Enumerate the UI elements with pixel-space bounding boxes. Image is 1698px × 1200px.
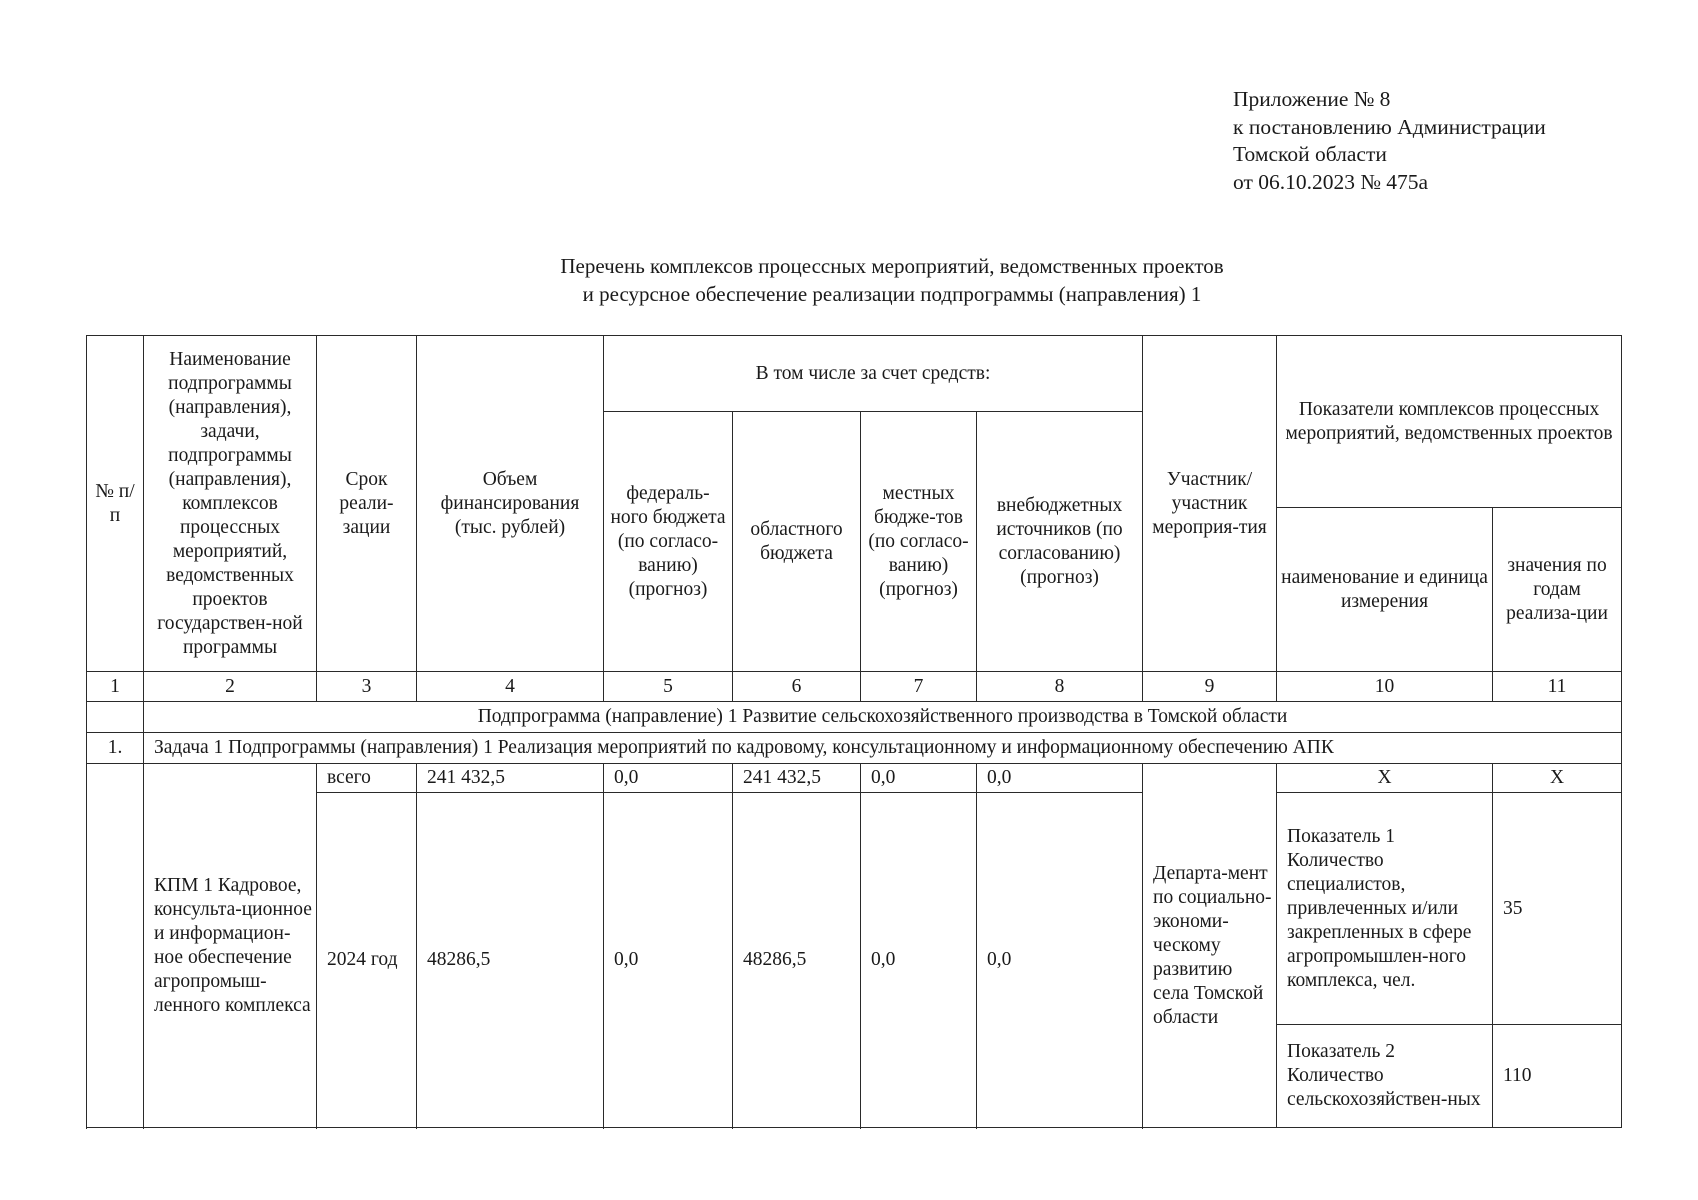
kpm-year-regional: 48286,5 [733,793,861,1128]
kpm-total-period: всего [317,764,417,793]
kpm-total-volume: 241 432,5 [417,764,604,793]
kpm-name: КПМ 1 Кадровое, консульта-ционное и информацион-ное обеспечение агропромыш-ленного комплекса [144,764,317,1128]
kpm-total-indicator-name: Х [1277,764,1493,793]
header-col-period: Срок реали-зации [317,336,417,672]
indicator-name: Показатель 1 Количество специалистов, привлеченных и/или закрепленных в сфере агропромышлен-ного комплекса, чел. [1277,793,1493,1025]
header-col-volume: Объем финансирования (тыс. рублей) [417,336,604,672]
header-col-offbudget: внебюджетных источников (по согласованию) (прогноз) [977,412,1143,672]
program-table [86,335,1622,1128]
task-row [87,733,1622,764]
kpm-year-volume: 48286,5 [417,793,604,1128]
subprogram-row [87,702,1622,733]
empty-cell [87,702,144,733]
header-col-regional: областного бюджета [733,412,861,672]
column-number: 3 [317,672,417,702]
column-number: 2 [144,672,317,702]
header-col-local: местных бюдже-тов (по согласо-ванию) (прогноз) [861,412,977,672]
kpm-participant: Департа-мент по социально-экономи-ческому развитию села Томской области [1143,764,1277,1128]
appendix-line: Томской области [1233,142,1387,166]
column-numbers-row [87,672,1622,702]
appendix-line: от 06.10.2023 № 475а [1233,169,1429,194]
title-line: Перечень комплексов процессных мероприятий, ведомственных проектов [560,254,1224,278]
header-group-funds: В том числе за счет средств: [604,336,1143,412]
kpm-year-row [87,793,1622,1025]
kpm-total-local: 0,0 [861,764,977,793]
header-col-participant: Участник/ участник мероприя-тия [1143,336,1277,672]
header-group-indicators: Показатели комплексов процессных мероприятий, ведомственных проектов [1277,336,1622,508]
column-number: 5 [604,672,733,702]
column-number: 4 [417,672,604,702]
column-number: 9 [1143,672,1277,702]
kpm-year-offbudget: 0,0 [977,793,1143,1128]
kpm-total-offbudget: 0,0 [977,764,1143,793]
kpm-year-period: 2024 год [317,793,417,1128]
header-col-federal: федераль-ного бюджета (по согласо-ванию) (прогноз) [604,412,733,672]
kpm-total-regional: 241 432,5 [733,764,861,793]
appendix-block [1233,86,1546,196]
empty-cell [87,764,144,1128]
header-row [87,336,1622,412]
kpm-total-row [87,764,1622,793]
column-number: 10 [1277,672,1493,702]
column-number: 7 [861,672,977,702]
kpm-year-local: 0,0 [861,793,977,1128]
indicator-value: 110 [1493,1025,1622,1128]
header-col-indicator-value: значения по годам реализа-ции [1493,508,1622,672]
title-line: и ресурсное обеспечение реализации подпрограммы (направления) 1 [582,282,1202,306]
kpm-total-indicator-value: Х [1493,764,1622,793]
kpm-year-federal: 0,0 [604,793,733,1128]
indicator-value: 35 [1493,793,1622,1025]
column-number: 1 [87,672,144,702]
appendix-line: к постановлению Администрации [1233,114,1546,139]
header-col-name: Наименование подпрограммы (направления), задачи, подпрограммы (направления), комплексов процессных мероприятий, ведомственных проектов государствен-ной программы [144,336,317,672]
header-col-num: № п/п [87,336,144,672]
column-number: 8 [977,672,1143,702]
document-title [0,252,1698,308]
header-col-indicator-name: наименование и единица измерения [1277,508,1493,672]
task-title: Задача 1 Подпрограммы (направления) 1 Реализация мероприятий по кадровому, консультационному и информационному обеспечению АПК [144,733,1622,764]
appendix-line: Приложение № 8 [1233,87,1391,111]
column-number: 11 [1493,672,1622,702]
kpm-total-federal: 0,0 [604,764,733,793]
indicator-name: Показатель 2 Количество сельскохозяйствен-ных [1277,1025,1493,1128]
task-number: 1. [87,733,144,764]
column-number: 6 [733,672,861,702]
subprogram-title: Подпрограмма (направление) 1 Развитие сельскохозяйственного производства в Томской области [144,702,1622,733]
